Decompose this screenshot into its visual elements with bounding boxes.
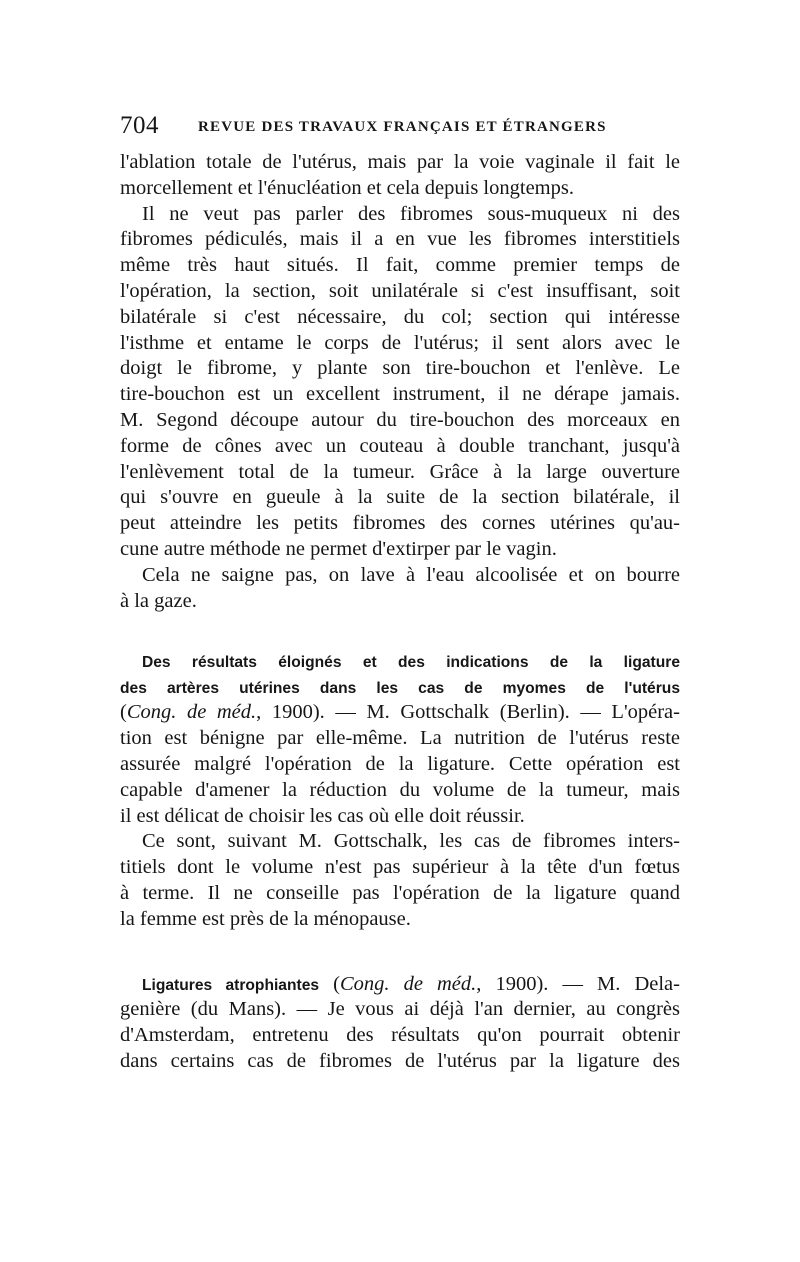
citation-rest: , 1900). — M. Dela- (476, 972, 680, 995)
citation-rest: , 1900). — M. Gottschalk (Berlin). — L'opéra- (256, 701, 680, 724)
citation-line (120, 700, 680, 726)
section-gap (120, 933, 680, 972)
section-gap (120, 614, 680, 649)
text-line: capable d'amener la réduction du volume de la tumeur, mais (120, 778, 680, 801)
text-line: Cela ne saigne pas, on lave à l'eau alcoolisée et on bourre (142, 563, 680, 586)
text-line: la femme est près de la ménopause. (120, 907, 411, 930)
text-line: qui s'ouvre en gueule à la suite de la section bilatérale, il (120, 486, 680, 509)
citation-open: ( (120, 701, 127, 724)
citation-line (120, 972, 680, 998)
text-line: titiels dont le volume n'est pas supérieur à la tête d'un fœtus (120, 856, 680, 879)
text-line: l'isthme et entame le corps de l'utérus; il sent alors avec le (120, 331, 680, 354)
text-line: M. Segond découpe autour du tire-bouchon des morceaux en (120, 408, 680, 431)
text-line: genière (du Mans). — Je vous ai déjà l'an dernier, au congrès (120, 998, 680, 1021)
citation-journal: Cong. de méd. (339, 972, 477, 995)
text-line: Ce sont, suivant M. Gottschalk, les cas de fibromes inters- (142, 830, 680, 853)
page-body (120, 150, 680, 1075)
text-line: tion est bénigne par elle-même. La nutrition de l'utérus reste (120, 727, 680, 750)
text-line: il est délicat de choisir les cas où elle doit réussir. (120, 804, 525, 827)
text-line: cune autre méthode ne permet d'extirper par le vagin. (120, 537, 557, 560)
citation-journal: Cong. de méd. (126, 701, 257, 724)
section-heading (120, 649, 680, 675)
text-line: doigt le fibrome, y plante son tire-bouchon et l'enlève. Le (120, 357, 680, 380)
text-line: l'enlèvement total de la tumeur. Grâce à la large ouverture (120, 460, 680, 483)
text-line: fibromes pédiculés, mais il a en vue les fibromes interstitiels (120, 228, 680, 251)
text-line: tire-bouchon est un excellent instrument, il ne dérape jamais. (120, 383, 680, 406)
text-line: d'Amsterdam, entretenu des résultats qu'on pourrait obtenir (120, 1024, 680, 1047)
section-title: Ligatures atrophiantes (142, 976, 320, 994)
text-line: assurée malgré l'opération de la ligature. Cette opération est (120, 752, 680, 775)
text-line: forme de cônes avec un couteau à double tranchant, jusqu'à (120, 434, 680, 457)
text-line: même très haut situés. Il fait, comme premier temps de (120, 254, 680, 277)
citation-open: ( (319, 972, 340, 995)
text-line: morcellement et l'énucléation et cela depuis longtemps. (120, 176, 574, 199)
text-line: l'ablation totale de l'utérus, mais par la voie vaginale il fait le (120, 151, 680, 173)
text-line: dans certains cas de fibromes de l'utérus par la ligature des (120, 1049, 680, 1072)
text-line: à la gaze. (120, 589, 197, 612)
text-line: l'opération, la section, soit unilatérale si c'est insuffisant, soit (120, 279, 680, 302)
text-line: à terme. Il ne conseille pas l'opération de la ligature quand (120, 881, 680, 904)
page-header (120, 112, 682, 142)
section-heading (120, 675, 680, 701)
page-number: 704 (120, 112, 159, 139)
text-line: Il ne veut pas parler des fibromes sous-muqueux ni des (142, 202, 680, 225)
text-line: peut atteindre les petits fibromes des cornes utérines qu'au- (120, 512, 680, 535)
section-title-line-1: Des résultats éloignés et des indications de la ligature (142, 654, 680, 672)
text-line: bilatérale si c'est nécessaire, du col; section qui intéresse (120, 305, 680, 328)
section-title-line-2: des artères utérines dans les cas de myomes de l'utérus (120, 679, 680, 697)
running-title: REVUE DES TRAVAUX FRANÇAIS ET ÉTRANGERS (198, 119, 607, 135)
